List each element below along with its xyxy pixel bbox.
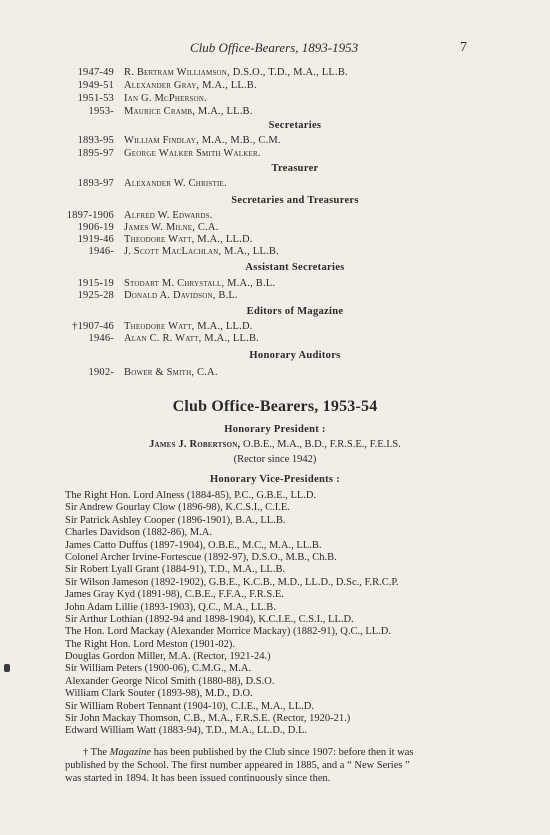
entry-name: J. Scott MacLachlan, M.A., LL.B. bbox=[124, 246, 279, 257]
vice-presidents-list bbox=[65, 489, 545, 737]
section-heading: Secretaries bbox=[268, 120, 322, 131]
list-item: Colonel Archer Irvine-Fortescue (1892-97), D.S.O., M.B., Ch.B. bbox=[65, 551, 337, 563]
footnote-italic: Magazine bbox=[109, 747, 152, 758]
list-item: William Clark Souter (1893-98), M.D., D.O. bbox=[65, 688, 253, 700]
list-item bbox=[0, 332, 550, 345]
entry-name: George Walker Smith Walker. bbox=[124, 148, 261, 159]
list-item: Sir William Peters (1900-06), C.M.G., M.A. bbox=[65, 663, 252, 675]
entry-name: Alexander Gray, M.A., LL.B. bbox=[124, 80, 257, 91]
entry-years: 1953- bbox=[88, 106, 114, 117]
list-item bbox=[0, 366, 550, 379]
list-item: Sir Wilson Jameson (1892-1902), G.B.E., K.C.B., M.D., LL.D., D.Sc., F.R.C.P. bbox=[65, 576, 399, 588]
list-item bbox=[0, 66, 550, 79]
section-heading: Treasurer bbox=[271, 163, 319, 174]
list-item: Sir Andrew Gourlay Clow (1896-98), K.C.S.I., C.I.E. bbox=[65, 502, 290, 514]
entry-name: Stodart M. Chrystall, M.A., B.L. bbox=[124, 278, 276, 289]
president-details: O.B.E., M.A., B.D., F.R.S.E., F.E.I.S. bbox=[243, 439, 401, 450]
entry-name: Bower & Smith, C.A. bbox=[124, 367, 218, 378]
entry-name: William Findlay, M.A., M.B., C.M. bbox=[124, 135, 281, 146]
entry-name: Alfred W. Edwards. bbox=[124, 210, 213, 221]
footnote-text: has been published by the Club since 1907: before then it was bbox=[151, 747, 414, 758]
page-title: Club Office-Bearers, 1953-54 bbox=[172, 398, 378, 415]
president-line bbox=[0, 438, 550, 451]
footnote-text: † The bbox=[83, 747, 110, 758]
list-item: John Adam Lillie (1893-1903), Q.C., M.A., LL.B. bbox=[65, 601, 276, 613]
list-item: Sir Robert Lyall Grant (1884-91), T.D., M.A., LL.B. bbox=[65, 564, 286, 576]
entry-name: Theodore Watt, M.A., LL.D. bbox=[124, 234, 253, 245]
page-number: 7 bbox=[460, 40, 467, 55]
list-item bbox=[0, 289, 550, 302]
entry-name: Theodore Watt, M.A., LL.D. bbox=[124, 321, 253, 332]
section-heading: Honorary Auditors bbox=[249, 350, 341, 361]
list-item bbox=[0, 105, 550, 118]
list-item: The Right Hon. Lord Meston (1901-02). bbox=[65, 638, 236, 650]
footnote-line bbox=[65, 746, 485, 759]
entry-years: †1907-46 bbox=[72, 321, 114, 332]
list-item: Sir Arthur Lothian (1892-94 and 1898-1904), K.C.I.E., C.S.I., LL.D. bbox=[65, 613, 354, 625]
list-item: Alexander George Nicol Smith (1880-88), D.S.O. bbox=[65, 675, 275, 687]
footnote bbox=[65, 746, 485, 785]
list-item: James Gray Kyd (1891-98), C.B.E., F.F.A., F.R.S.E. bbox=[65, 589, 284, 601]
entry-years: 1895-97 bbox=[77, 148, 114, 159]
entry-years: 1925-28 bbox=[77, 290, 114, 301]
entry-years: 1902- bbox=[88, 367, 114, 378]
president-note: (Rector since 1942) bbox=[233, 454, 317, 465]
entry-years: 1893-97 bbox=[77, 178, 114, 189]
list-item: Douglas Gordon Miller, M.A. (Rector, 1921-24.) bbox=[65, 651, 271, 663]
list-item bbox=[0, 245, 550, 258]
entry-years: 1897-1906 bbox=[66, 210, 114, 221]
entry-years: 1946- bbox=[88, 246, 114, 257]
list-item: Charles Davidson (1882-86), M.A. bbox=[65, 527, 212, 539]
list-item bbox=[0, 147, 550, 160]
list-item: The Hon. Lord Mackay (Alexander Morrice Mackay) (1882-91), Q.C., LL.D. bbox=[65, 626, 391, 638]
list-item bbox=[0, 134, 550, 147]
entry-years: 1946- bbox=[88, 333, 114, 344]
section-heading: Honorary Vice-Presidents : bbox=[209, 474, 341, 485]
entry-years: 1951-53 bbox=[77, 93, 114, 104]
list-item bbox=[0, 92, 550, 105]
section-heading: Secretaries and Treasurers bbox=[231, 195, 359, 206]
entry-years: 1915-19 bbox=[77, 278, 114, 289]
president-name: James J. Robertson, bbox=[149, 439, 241, 450]
entry-years: 1947-49 bbox=[77, 67, 114, 78]
section-heading: Honorary President : bbox=[224, 424, 326, 435]
list-item: Sir Patrick Ashley Cooper (1896-1901), B.A., LL.B. bbox=[65, 514, 286, 526]
list-item bbox=[0, 79, 550, 92]
entry-name: Ian G. McPherson. bbox=[124, 93, 207, 104]
margin-mark bbox=[4, 664, 10, 672]
entry-years: 1949-51 bbox=[77, 80, 114, 91]
entry-years: 1906-19 bbox=[77, 222, 114, 233]
entry-name: Donald A. Davidson, B.L. bbox=[124, 290, 238, 301]
section-heading: Editors of Magazine bbox=[246, 306, 344, 317]
entry-years: 1893-95 bbox=[77, 135, 114, 146]
entry-name: Alexander W. Christie. bbox=[124, 178, 227, 189]
entry-name: Maurice Cramb, M.A., LL.B. bbox=[124, 106, 253, 117]
entry-name: R. Bertram Williamson, D.S.O., T.D., M.A., LL.B. bbox=[124, 67, 348, 78]
list-item: Edward William Watt (1883-94), T.D., M.A., LL.D., D.L. bbox=[65, 725, 308, 737]
entry-name: Alan C. R. Watt, M.A., LL.B. bbox=[124, 333, 260, 344]
entry-name: James W. Milne, C.A. bbox=[124, 222, 219, 233]
list-item: Sir William Robert Tennant (1904-10), C.I.E., M.A., LL.D. bbox=[65, 700, 314, 712]
footnote-line: published by the School. The first number appeared in 1885, and a “ New Series ” bbox=[65, 760, 410, 771]
entry-years: 1919-46 bbox=[77, 234, 114, 245]
footnote-line: was started in 1894. It has been issued continuously since then. bbox=[65, 773, 331, 784]
list-item: James Catto Duffus (1897-1904), O.B.E., M.C., M.A., LL.B. bbox=[65, 539, 322, 551]
list-item: Sir John Mackay Thomson, C.B., M.A., F.R.S.E. (Rector, 1920-21.) bbox=[65, 713, 351, 725]
running-head-title: Club Office-Bearers, 1893-1953 bbox=[190, 40, 359, 55]
section-heading: Assistant Secretaries bbox=[245, 262, 345, 273]
list-item bbox=[0, 177, 550, 190]
list-item: The Right Hon. Lord Alness (1884-85), P.C., G.B.E., LL.D. bbox=[65, 490, 317, 501]
running-head bbox=[0, 40, 550, 58]
